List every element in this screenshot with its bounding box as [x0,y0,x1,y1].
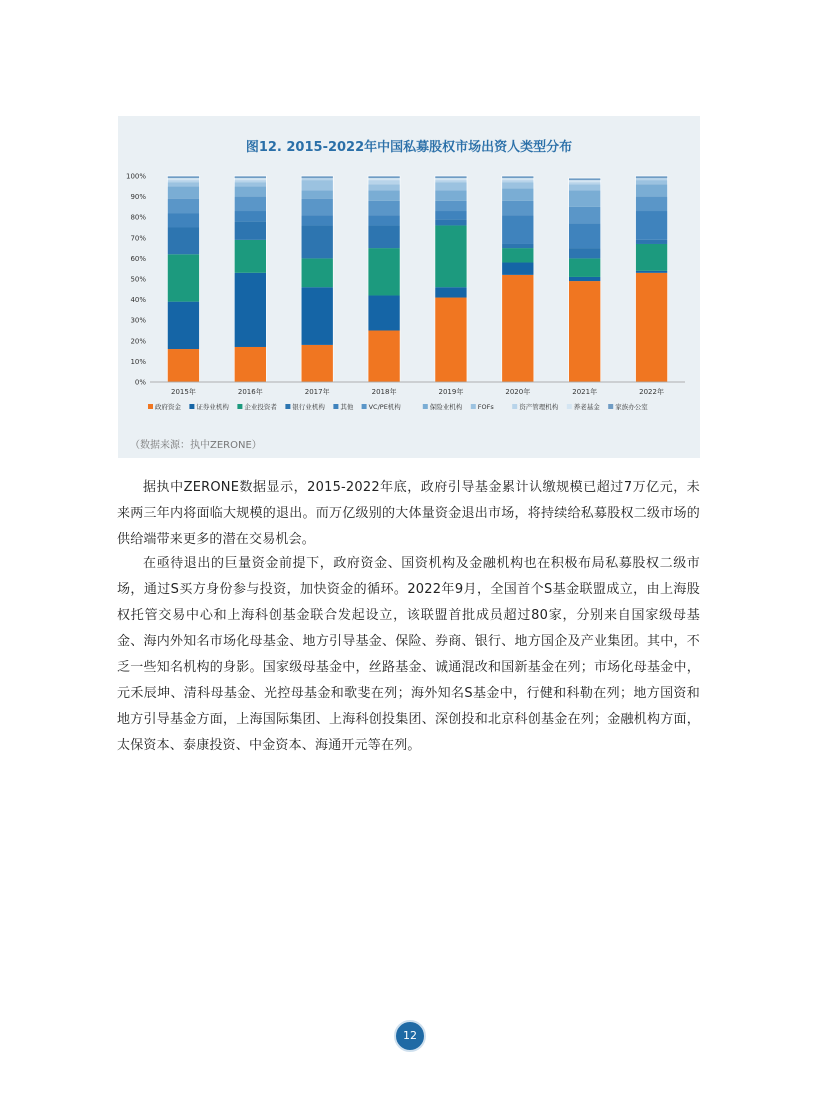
y-tick-label: 70% [130,234,146,243]
bar-segment [234,221,266,240]
bar-segment [368,331,400,383]
y-tick-label: 90% [130,193,146,202]
legend-swatch [333,404,338,409]
bar-segment [435,219,467,225]
bar-segment [234,211,266,221]
bar-segment [368,184,400,190]
bar-segment [636,240,668,244]
legend-swatch [285,404,290,409]
bar-segment [167,213,199,227]
chart-title: 图12. 2015-2022年中国私募股权市场出资人类型分布 [245,140,573,155]
bar-segment [368,176,400,178]
bar-segment [569,258,601,277]
y-tick-label: 100% [125,172,146,181]
x-tick-label: 2021年 [572,388,598,396]
bar-segment [569,277,601,281]
legend-label: 政府资金 [155,403,181,411]
bar-segment [167,349,199,382]
bar-segment [502,215,534,244]
bar-segment [368,248,400,295]
x-tick-label: 2018年 [371,388,397,396]
bar-segment [435,201,467,211]
bar-segment [502,180,534,182]
bar-segment [502,263,534,275]
y-tick-label: 40% [130,296,146,305]
legend-label: 家族办公室 [615,403,648,411]
bar-segment [368,190,400,200]
bar-segment [301,258,333,287]
legend-label: 保险业机构 [429,403,463,411]
bar-segment [502,182,534,188]
bar-segment [234,197,266,211]
data-source-note: （数据来源：执中ZERONE） [130,440,262,451]
bar-segment [234,240,266,273]
legend-label: 企业投资者 [244,403,277,411]
bar-segment [368,201,400,215]
bar-segment [368,180,400,184]
bar-segment [636,244,668,271]
legend-swatch [148,404,153,409]
x-tick-label: 2015年 [171,388,196,396]
bar-segment [167,182,199,186]
bar-segment [301,345,333,382]
y-tick-label: 20% [130,337,146,346]
bar-segment [569,182,601,184]
legend-label: FOFs [477,403,494,411]
page-number: 12 [394,1020,426,1052]
bar-segment [636,184,668,196]
bar-segment [368,295,400,330]
bar-segment [502,244,534,248]
y-tick-label: 10% [130,357,146,366]
y-tick-label: 30% [130,316,146,325]
bar-segment [301,215,333,225]
bar-segment [435,190,467,200]
x-tick-label: 2022年 [639,388,664,396]
bar-segment [502,188,534,200]
bar-segment [167,186,199,198]
x-tick-label: 2016年 [237,388,263,396]
bar-segment [301,199,333,215]
legend-label: 银行业机构 [292,403,325,411]
bar-segment [301,176,333,178]
legend-swatch [471,404,476,409]
bar-segment [167,228,199,255]
bar-segment [167,302,199,349]
x-tick-label: 2017年 [304,388,330,396]
legend-swatch [189,404,194,409]
bar-segment [569,248,601,258]
bar-segment [636,180,668,184]
bar-segment [435,287,467,297]
bar-segment [234,180,266,182]
y-tick-label: 0% [134,378,146,387]
bar-segment [435,211,467,219]
legend-swatch [362,404,367,409]
legend-label: 其他 [340,403,354,411]
y-tick-label: 60% [130,254,146,263]
bar-segment [502,178,534,180]
y-tick-label: 50% [130,275,146,284]
bar-segment [167,180,199,182]
bar-segment [301,225,333,258]
bar-segment [301,190,333,198]
bar-segment [569,178,601,180]
bar-segment [435,180,467,182]
y-tick-label: 80% [130,213,146,222]
chart-figure [118,116,700,458]
legend-swatch [512,404,517,409]
legend-label: 资产管理机构 [519,403,559,411]
bar-segment [234,176,266,178]
legend-swatch [608,404,613,409]
bar-segment [435,298,467,382]
bar-segment [234,182,266,186]
bar-segment [636,178,668,180]
bar-segment [435,225,467,287]
bar-segment [569,180,601,182]
legend-label: 证券业机构 [196,403,229,411]
bar-segment [167,199,199,213]
legend-swatch [423,404,428,409]
bar-segment [435,182,467,190]
bar-segment [636,273,668,382]
legend-swatch [567,404,572,409]
x-tick-label: 2020年 [505,388,531,396]
bar-segment [234,273,266,347]
body-paragraph-1: 据执中ZERONE数据显示，2015-2022年底，政府引导基金累计认缴规模已超过7万亿元，未来两三年内将面临大规模的退出。而万亿级别的大体量资金退出市场，将持续给私募股权二级市场的供给端带来更多的潜在交易机会。 [117,480,700,547]
bar-segment [167,176,199,178]
bar-segment [502,201,534,215]
bar-segment [636,211,668,240]
x-tick-label: 2019年 [438,388,464,396]
bar-segment [368,225,400,248]
bar-segment [569,281,601,382]
stacked-bar-chart [118,116,700,458]
body-paragraph-2: 在亟待退出的巨量资金前提下，政府资金、国资机构及金融机构也在积极布局私募股权二级市场，通过S买方身份参与投资，加快资金的循环。2022年9月，全国首个S基金联盟成立，由上海股权托管交易中心和上海科创基金联合发起设立，该联盟首批成员超过80家，分别来自国家级母基金、海内外知名市场化母基金、地方引导基金、保险、券商、银行、地方国企及产业集团。其中，不乏一些知名机构的身影。国家级母基金中，丝路基金、诚通混改和国新基金在列；市场化母基金中，元禾辰坤、清科母基金、光控母基金和歌斐在列；海外知名S基金中，行健和科勒在列；地方国资和地方引导基金方面，上海国际集团、上海科创投集团、深创投和北京科创基金在列；金融机构方面，太保资本、泰康投资、中金资本、海通开元等在列。 [117,556,700,753]
bar-segment [502,176,534,178]
bar-segment [368,178,400,180]
bar-segment [569,207,601,223]
bar-segment [636,271,668,273]
bar-segment [569,223,601,248]
bar-segment [569,184,601,190]
legend-label: VC/PE机构 [368,403,401,411]
bar-segment [569,190,601,206]
bar-segment [636,176,668,178]
bar-segment [167,178,199,180]
bar-segment [234,178,266,180]
bar-segment [368,215,400,225]
bar-segment [234,186,266,196]
bar-segment [167,254,199,301]
bar-segment [301,178,333,180]
bar-segment [636,197,668,211]
bar-segment [435,178,467,180]
legend-swatch [237,404,242,409]
legend-label: 养老基金 [573,403,600,411]
bar-segment [301,287,333,345]
bar-segment [234,347,266,382]
bar-segment [435,176,467,178]
bar-segment [502,248,534,262]
bar-segment [301,180,333,190]
bar-segment [502,275,534,382]
